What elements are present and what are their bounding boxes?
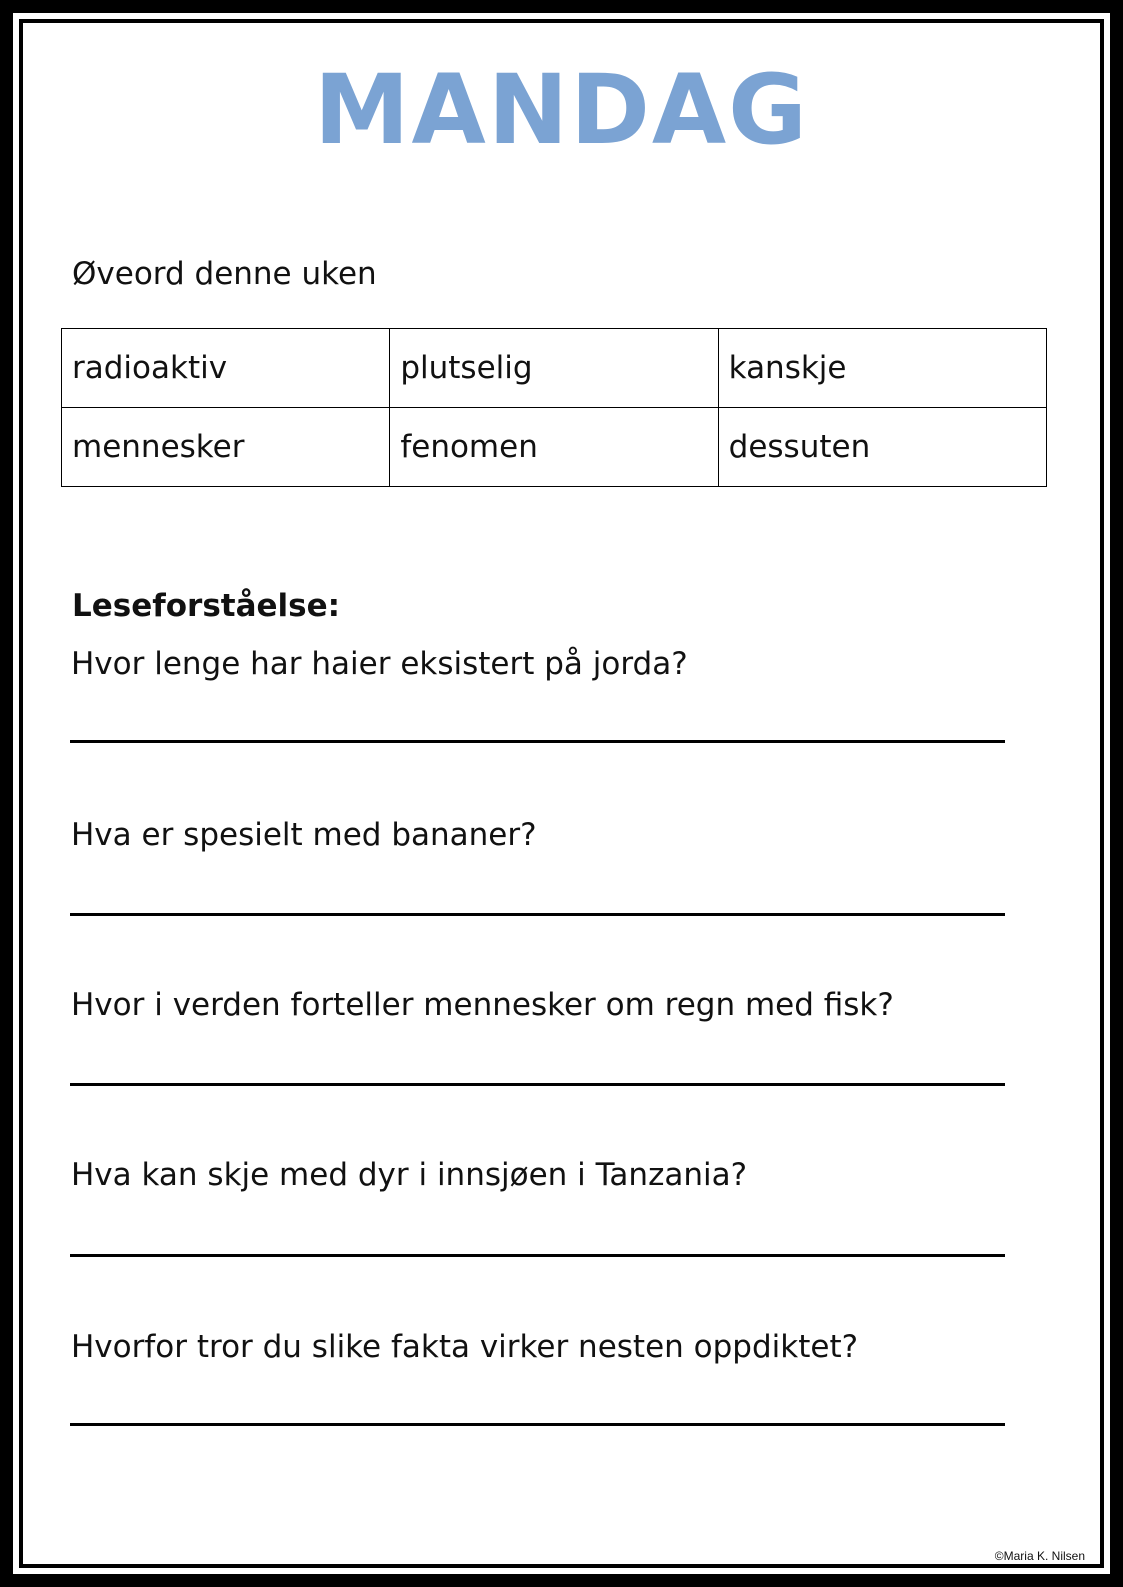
page-title: MANDAG (314, 54, 809, 166)
vocab-word: dessuten (718, 408, 1046, 487)
answer-line-4[interactable] (70, 1254, 1005, 1257)
vocab-row (62, 408, 1047, 487)
answer-line-1[interactable] (70, 740, 1005, 743)
answer-line-2[interactable] (70, 913, 1005, 916)
vocab-word: kanskje (718, 329, 1046, 408)
question-3: Hvor i verden forteller mennesker om regn med fisk? (71, 987, 894, 1023)
reading-heading: Leseforståelse: (72, 588, 341, 624)
question-4: Hva kan skje med dyr i innsjøen i Tanzania? (71, 1157, 748, 1193)
vocab-word: plutselig (390, 329, 718, 408)
vocab-row (62, 329, 1047, 408)
answer-line-5[interactable] (70, 1423, 1005, 1426)
question-1: Hvor lenge har haier eksistert på jorda? (71, 646, 688, 682)
vocab-word: fenomen (390, 408, 718, 487)
answer-line-3[interactable] (70, 1083, 1005, 1086)
question-2: Hva er spesielt med bananer? (71, 817, 537, 853)
vocab-table (61, 328, 1047, 487)
vocab-word: mennesker (62, 408, 390, 487)
copyright-notice: ©Maria K. Nilsen (994, 1549, 1085, 1563)
vocab-heading: Øveord denne uken (72, 256, 377, 292)
question-5: Hvorfor tror du slike fakta virker nesten oppdiktet? (71, 1329, 859, 1365)
vocab-word: radioaktiv (62, 329, 390, 408)
